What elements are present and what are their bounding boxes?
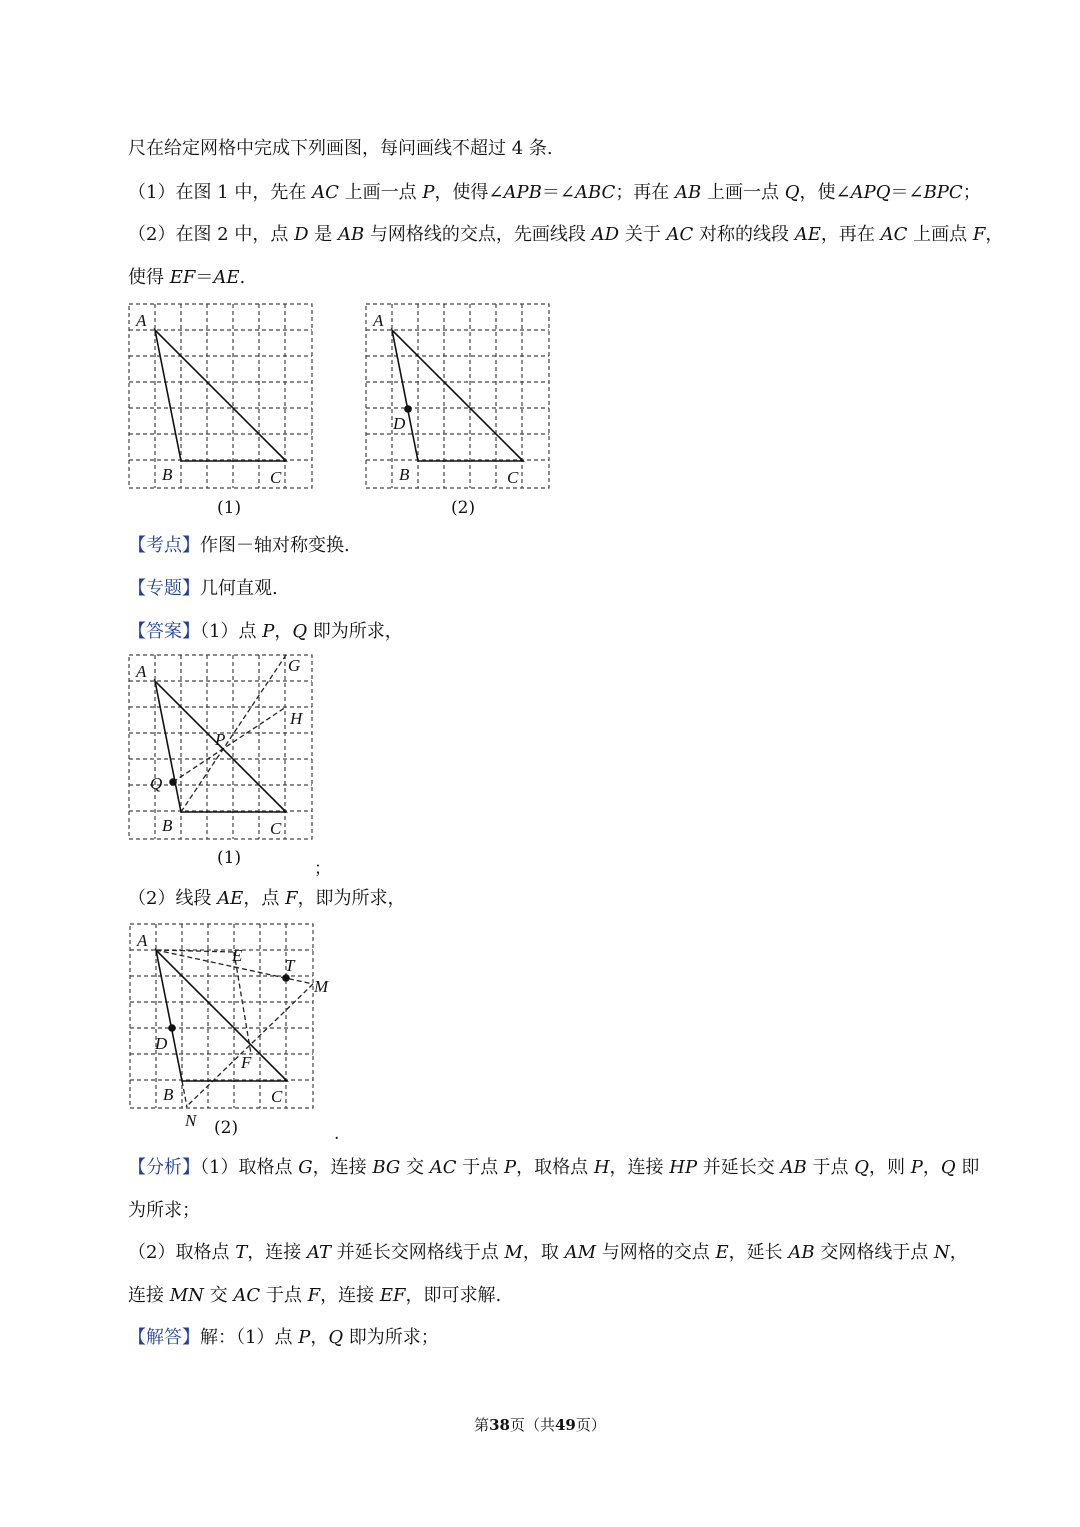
label-b: B [399,465,410,484]
intro-text: 尺在给定网格中完成下列画图，每问画线不超过 4 条. [128,138,553,159]
label-a: A [136,662,147,681]
triangle-abc [155,330,286,461]
label-b: B [163,1085,174,1104]
figure-2-caption: (2) [451,498,476,518]
label-p: P [215,730,226,749]
label-c: C [271,1087,283,1106]
label-n: N [185,1111,197,1130]
question-2: （2）在图 2 中，点 D 是 AB 与网格线的交点，先画线段 AD 关于 AC 对称的线段 AE，再在 AC 上画点 F， [128,224,1004,245]
fenxi-2-cont: 连接 MN 交 AC 于点 F，连接 EF，即可求解. [128,1285,502,1306]
figure-answer-2-caption: (2) [214,1118,239,1138]
point-t [282,974,290,982]
label-d: D [155,1034,168,1053]
page-number: 第38页（共49页） [474,1416,606,1434]
figure-2 [365,303,551,491]
fenxi-2: （2）取格点 T，连接 AT 并延长交网格线于点 M，取 AM 与网格的交点 E，延长 AB 交网格线于点 N， [128,1242,968,1263]
figure-answer-2-tail: . [334,1124,340,1144]
label-c: C [507,468,519,487]
label-a: A [136,311,147,330]
label-q: Q [150,774,163,793]
figure-answer-1-tail: ； [314,859,331,879]
label-e: E [232,946,243,965]
label-b: B [162,816,173,835]
figure-answer-2 [128,922,338,1132]
label-a: A [373,311,384,330]
triangle-abc [392,330,523,461]
line-hq [173,707,286,782]
label-g: G [288,656,301,675]
label-m: M [314,977,329,996]
answer-2: （2）线段 AE，点 F，即为所求， [128,888,406,909]
zhuanti: 【专题】几何直观. [128,578,278,599]
figure-1-caption: (1) [217,498,242,518]
jieda: 【解答】解：（1）点 P，Q 即为所求； [128,1327,439,1348]
label-b: B [162,465,173,484]
question-1: （1）在图 1 中，先在 AC 上画一点 P，使得∠APB＝∠ABC；再在 AB 上画一点 Q，使∠APQ＝∠BPC； [128,182,981,203]
figure-1 [128,303,314,491]
kaodian: 【考点】作图－轴对称变换. [128,535,350,556]
triangle-abc [156,950,287,1081]
figure-answer-1-caption: (1) [217,848,242,868]
point-d [404,405,412,413]
label-t: T [285,956,295,975]
label-d: D [393,414,406,433]
fenxi-1: 【分析】（1）取格点 G，连接 BG 交 AC 于点 P，取格点 H，连接 HP 并延长交 AB 于点 Q，则 P，Q 即 [128,1157,980,1178]
line-bn [182,1081,187,1107]
label-f: F [241,1053,252,1072]
question-2-cont: 使得 EF＝AE. [128,267,246,288]
answer: 【答案】（1）点 P，Q 即为所求， [128,621,403,642]
point-d [168,1024,176,1032]
fenxi-1-cont: 为所求； [128,1200,200,1221]
label-h: H [290,709,303,728]
figure-answer-1 [128,654,314,842]
label-c: C [270,468,282,487]
label-c: C [270,819,282,838]
point-q [169,778,177,786]
label-a: A [137,931,148,950]
